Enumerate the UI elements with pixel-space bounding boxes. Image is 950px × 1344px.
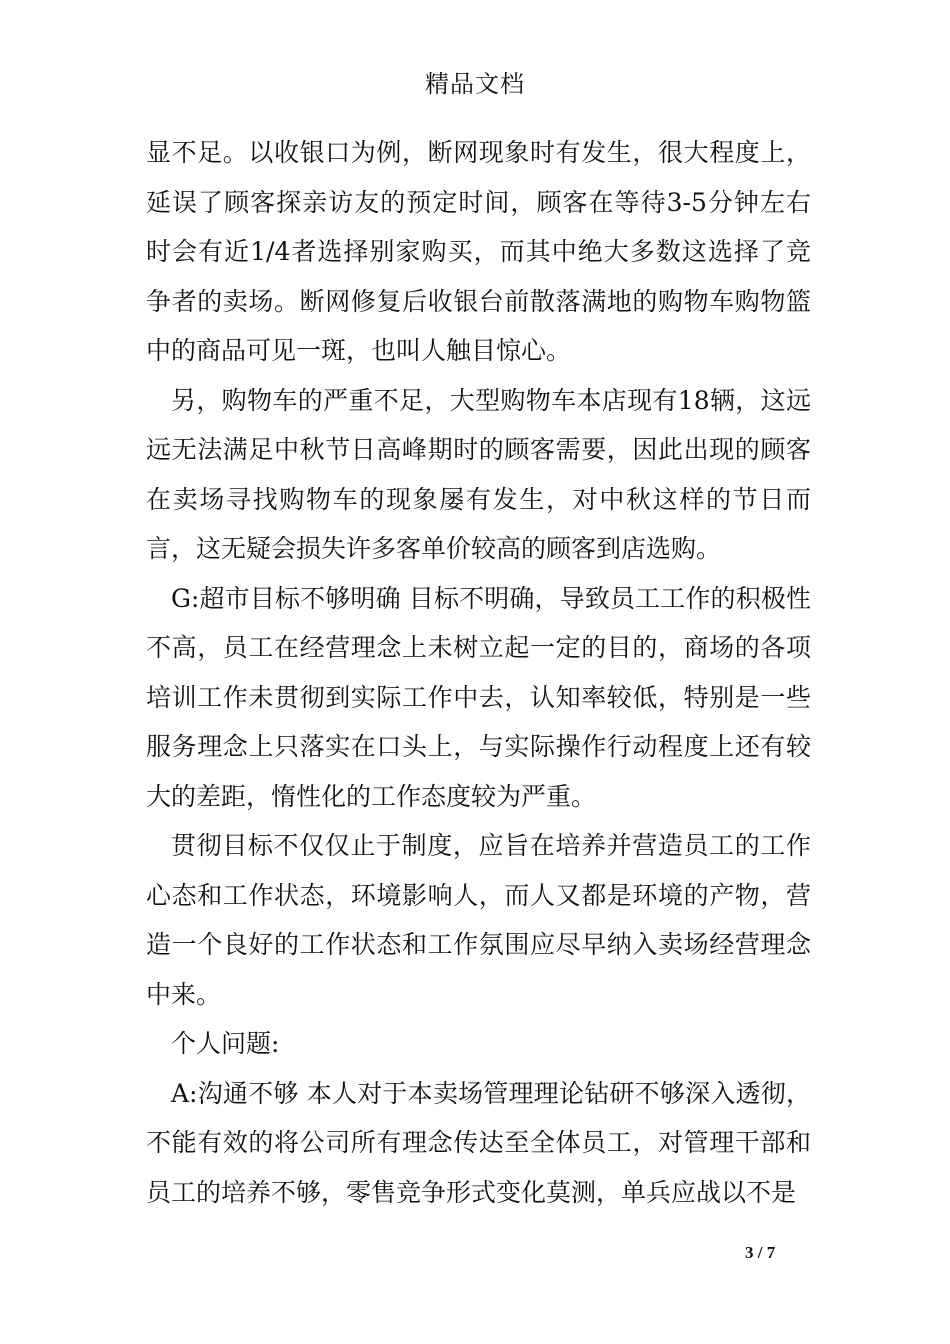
paragraph-6: A:沟通不够 本人对于本卖场管理理论钻研不够深入透彻，不能有效的将公司所有理念传达至全体员工，对管理干部和员工的培养不够，零售竞争形式变化莫测，单兵应战以不是 bbox=[146, 1078, 811, 1207]
page-number: 3 / 7 bbox=[745, 1243, 776, 1262]
paragraph-3: G:超市目标不够明确 目标不明确，导致员工工作的积极性不高，员工在经营理念上未树立起一定的目的，商场的各项培训工作未贯彻到实际工作中去，认知率较低，特别是一些服务理念上只落实在口头上，与实际操作行动程度上还有较大的差距，惰性化的工作态度较为严重。 bbox=[146, 583, 811, 811]
paragraph-2: 另，购物车的严重不足，大型购物车本店现有18辆，这远远无法满足中秋节日高峰期时的顾客需要，因此出现的顾客在卖场寻找购物车的现象屡有发生，对中秋这样的节日而言，这无疑会损失许多客单价较高的顾客到店选购。 bbox=[146, 385, 811, 563]
document-body bbox=[146, 128, 811, 1217]
paragraph-1: 显不足。以收银口为例，断网现象时有发生，很大程度上，延误了顾客探亲访友的预定时间，顾客在等待3-5分钟左右时会有近1/4者选择别家购买，而其中绝大多数这选择了竞争者的卖场。断网修复后收银台前散落满地的购物车购物篮中的商品可见一斑，也叫人触目惊心。 bbox=[146, 138, 811, 365]
paragraph-4: 贯彻目标不仅仅止于制度，应旨在培养并营造员工的工作心态和工作状态，环境影响人，而人又都是环境的产物，营造一个良好的工作状态和工作氛围应尽早纳入卖场经营理念中来。 bbox=[146, 831, 811, 1009]
paragraph-5: 个人问题: bbox=[171, 1029, 280, 1058]
page-header-title: 精品文档 bbox=[425, 70, 525, 98]
